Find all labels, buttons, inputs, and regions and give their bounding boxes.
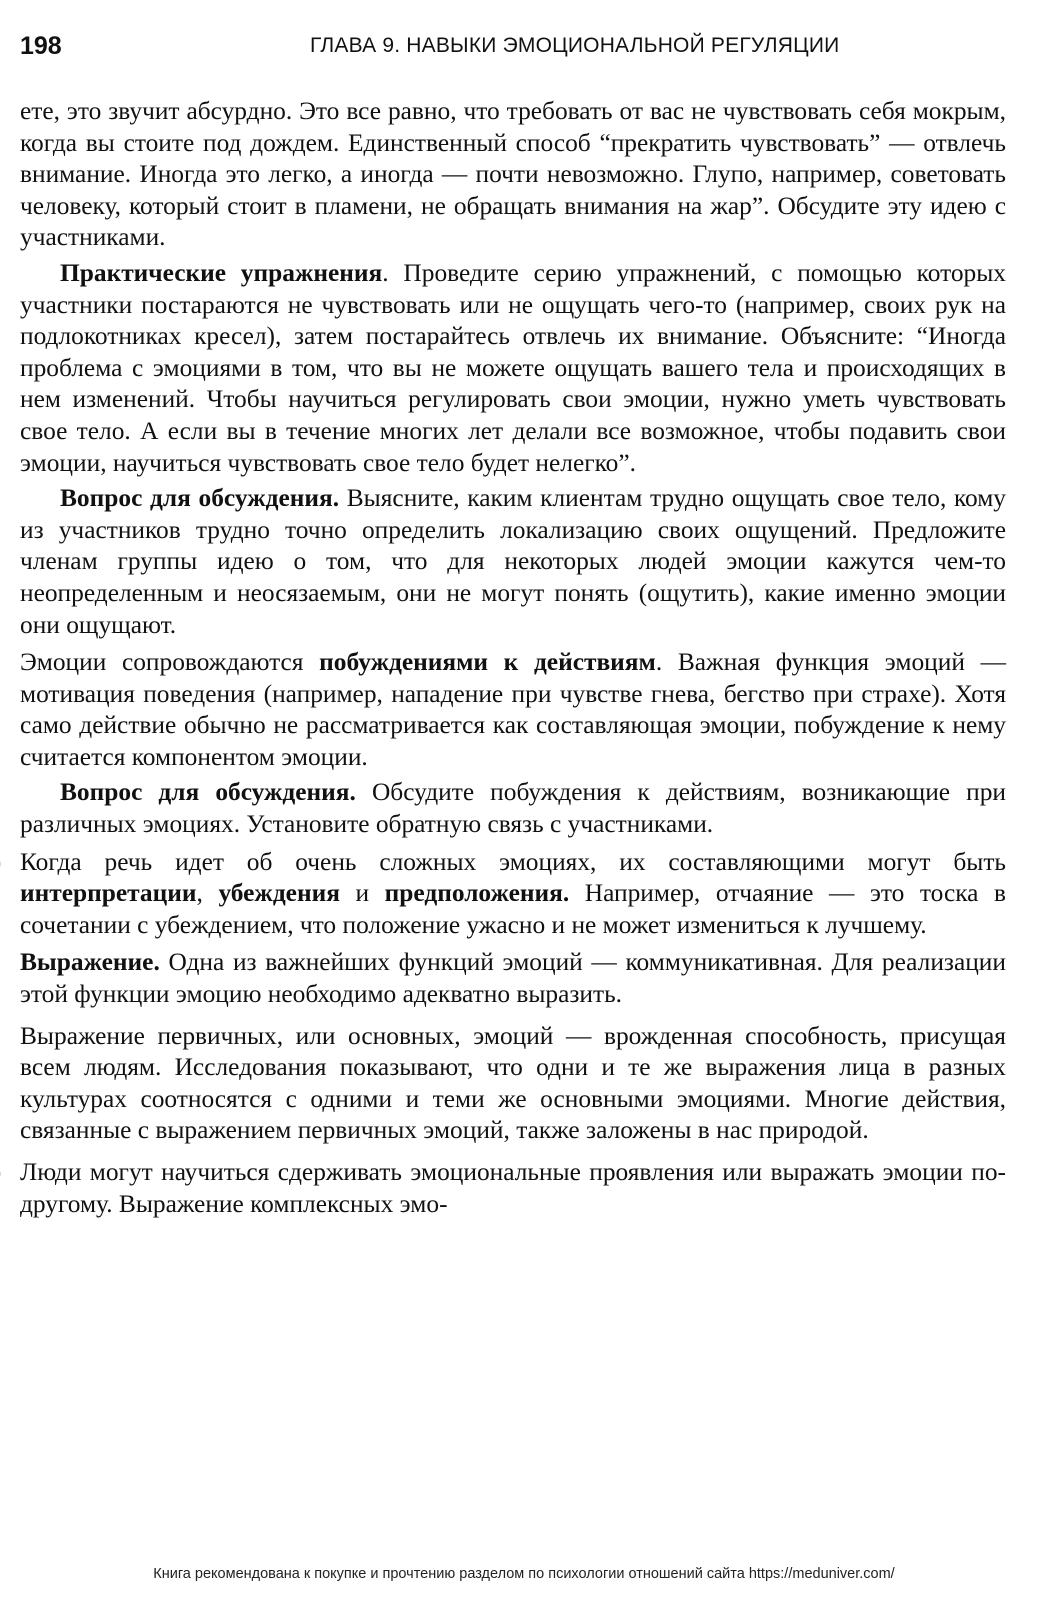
- list-item-text: Например, отчаяние — это тоска в сочетании с убеждением, что положение ужасно и не может измениться к лучшему.: [20, 879, 1006, 939]
- list-item-bold: побуждениями к действиям: [319, 648, 656, 677]
- paragraph-text: Выясните, каким клиентам трудно ощущать свое тело, кому из участников трудно точно определить локализацию своих ощущений. Предложите членам группы идею о том, что для некоторых людей эмоции кажутся чем-то неопределенным и неосязаемым, они не могут понять (ощутить), какие именно эмоции они ощущают.: [20, 484, 1007, 639]
- list-item-g: [20, 647, 1006, 773]
- list-marker: [0, 1157, 1, 1189]
- paragraph-text: Обсудите побуждения к действиям, возникающие при различных эмоциях. Установите обратную связь с участниками.: [20, 778, 1006, 839]
- running-title: ГЛАВА 9. НАВЫКИ ЭМОЦИОНАЛЬНОЙ РЕГУЛЯЦИИ: [310, 34, 840, 57]
- paragraph-heading: Вопрос для обсуждения.: [60, 484, 340, 513]
- list-item-text: . Важная функция эмоций — мотивация поведения (например, нападение при чувстве гнева, бегство при страхе). Хотя само действие обычно не рассматривается как составляющая эмоции, побуждение к нему считается компонентом эмоции.: [20, 648, 1006, 771]
- list-item-bold: Выражение.: [20, 948, 160, 977]
- page-header: [20, 30, 1010, 70]
- paragraph-practical-exercises: [20, 258, 1006, 479]
- page-footer: Книга рекомендована к покупке и прочтению разделом по психологии отношений сайта https://meduniver.com/: [153, 1566, 895, 1582]
- page-number: 198: [20, 32, 62, 60]
- separator: и: [339, 879, 385, 908]
- list-item-4: [20, 947, 1006, 1010]
- paragraph-continuation: [20, 96, 1006, 254]
- paragraph-heading: Практические упражнения: [60, 258, 383, 287]
- list-item-a: [20, 1021, 1006, 1147]
- list-item-text: Эмоции сопровождаются: [20, 648, 320, 677]
- separator: ,: [196, 879, 219, 908]
- list-item-bold: интерпретации: [20, 879, 197, 908]
- list-item-bold: предположения.: [384, 879, 570, 908]
- paragraph-heading: Вопрос для обсуждения.: [60, 778, 356, 807]
- list-item-d: [20, 847, 1006, 942]
- list-item-text: Одна из важнейших функций эмоций — коммуникативная. Для реализации этой функции эмоцию необходимо адекватно выразить.: [20, 948, 1006, 1009]
- list-marker: [0, 847, 1, 879]
- paragraph-text: . Проведите серию упражнений, с помощью которых участники постараются не чувствовать или не ощущать чего-то (например, своих рук на подлокотниках кресел), затем постарайтесь отвлечь их внимание. Объясните: “Иногда проблема с эмоциями в том, что вы не можете ощущать вашего тела и происходящих в нем изменений. Чтобы научиться регулировать свои эмоции, нужно уметь чувствовать свое тело. А если вы в течение многих лет делали все возможное, чтобы подавить свои эмоции, научиться чувствовать свое тело будет нелегко”.: [20, 258, 1006, 477]
- list-item-bold: убеждения: [218, 879, 340, 908]
- page-body: [20, 96, 1006, 1220]
- list-item-b: [20, 1157, 1006, 1220]
- paragraph-discussion-question-2: [20, 777, 1006, 840]
- list-item-text: Люди могут научиться сдерживать эмоциональные проявления или выражать эмоции по-другому. Выражение комплексных эмо-: [20, 1158, 1006, 1218]
- list-item-text: Когда речь идет об очень сложных эмоциях, их составляющими могут быть: [20, 847, 1006, 876]
- list-item-text: Выражение первичных, или основных, эмоций — врожденная способность, присущая всем людям. Исследования показывают, что одни и те же выражения лица в разных культурах соотносятся с одними и теми же основными эмоциями. Многие действия, связанные с выражением первичных эмоций, также заложены в нас природой.: [20, 1021, 1006, 1145]
- paragraph-text: ете, это звучит абсурдно. Это все равно, что требовать от вас не чувствовать себя мокрым, когда вы стоите под дождем. Единственный способ “прекратить чувствовать” — отвлечь внимание. Иногда это легко, а иногда — почти невозможно. Глупо, например, советовать человеку, который стоит в пламени, не обращать внимания на жар”. Обсудите эту идею с участниками.: [20, 97, 1006, 252]
- paragraph-discussion-question-1: [20, 483, 1006, 641]
